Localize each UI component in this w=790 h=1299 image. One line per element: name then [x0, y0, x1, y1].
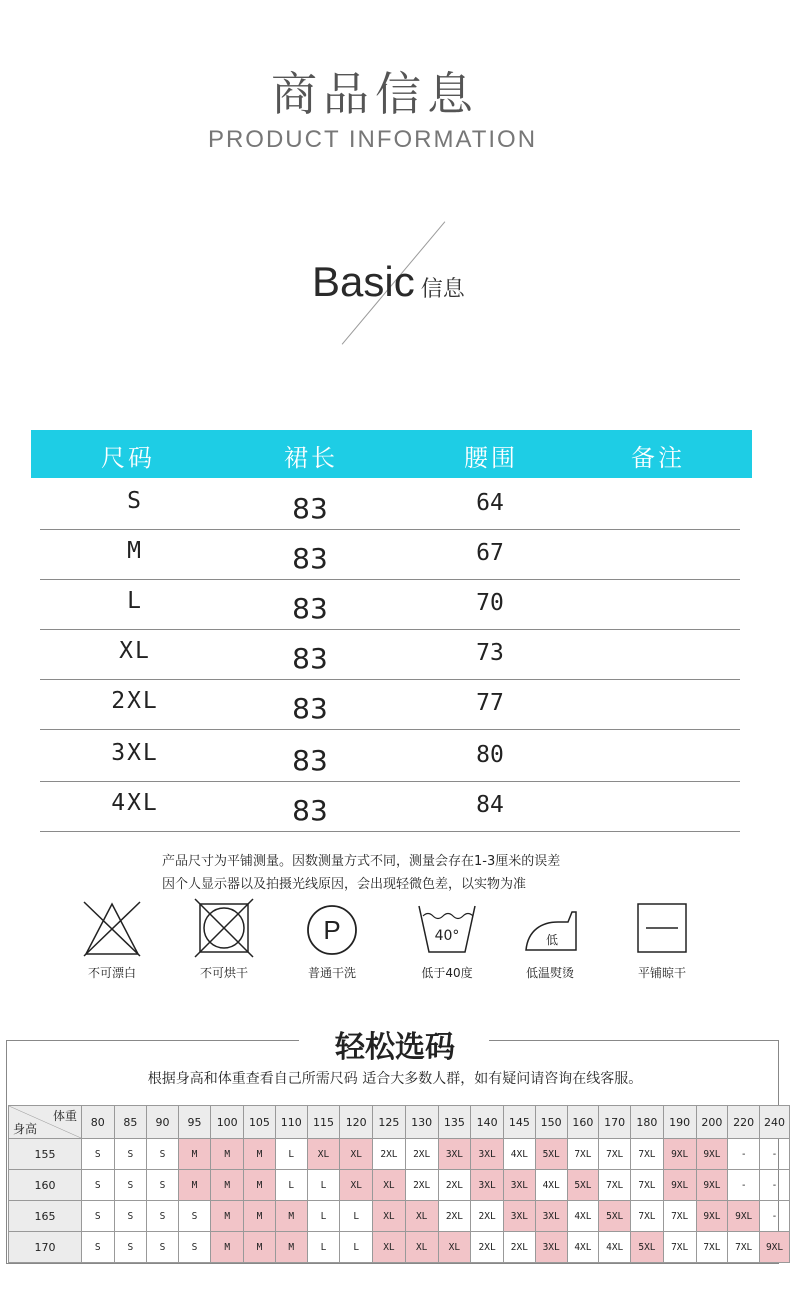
size-guide-cell: - — [760, 1170, 790, 1201]
col-length: 裙长 — [284, 444, 338, 472]
size-guide-cell: 2XL — [405, 1139, 438, 1170]
height-cell: 155 — [9, 1139, 82, 1170]
size-guide-cell: 9XL — [696, 1170, 728, 1201]
size-guide-cell: S — [114, 1201, 147, 1232]
weight-header-cell: 190 — [663, 1106, 696, 1139]
size-guide-cell: 3XL — [471, 1139, 504, 1170]
height-row — [9, 1139, 790, 1170]
weight-header-cell: 85 — [114, 1106, 147, 1139]
corner-weight: 体重 — [52, 1109, 77, 1123]
weight-header-cell: 200 — [696, 1106, 728, 1139]
size-guide-cell: - — [728, 1170, 760, 1201]
weight-header-cell: 120 — [340, 1106, 373, 1139]
size-guide-cell: 7XL — [728, 1232, 760, 1263]
length-cell: 83 — [292, 542, 328, 575]
size-guide-cell: S — [147, 1201, 179, 1232]
size-row — [40, 628, 740, 680]
size-guide-cell: L — [307, 1201, 340, 1232]
care-no-bleach — [62, 900, 162, 981]
size-guide-cell: 7XL — [663, 1201, 696, 1232]
waist-cell: 77 — [476, 690, 504, 716]
weight-header-cell: 150 — [535, 1106, 567, 1139]
weight-header-cell: 135 — [438, 1106, 471, 1139]
size-guide-cell: S — [178, 1201, 211, 1232]
size-guide-cell: M — [178, 1139, 211, 1170]
weight-header-cell: 100 — [211, 1106, 244, 1139]
weight-header-cell: 140 — [471, 1106, 504, 1139]
waist-cell: 67 — [476, 540, 504, 566]
size-guide-cell: S — [82, 1170, 115, 1201]
weight-header-cell: 90 — [147, 1106, 179, 1139]
size-guide-cell: S — [82, 1232, 115, 1263]
size-guide-cell: M — [211, 1201, 244, 1232]
size-guide-cell: 2XL — [471, 1232, 504, 1263]
size-guide-title: 轻松选码 — [335, 1030, 455, 1065]
size-guide-cell: S — [114, 1170, 147, 1201]
size-guide-cell: XL — [373, 1170, 406, 1201]
size-guide-cell: L — [275, 1139, 307, 1170]
size-guide-cell: M — [211, 1232, 244, 1263]
weight-header-cell: 105 — [244, 1106, 276, 1139]
height-row — [9, 1232, 790, 1263]
note-line: 产品尺寸为平铺测量。因数测量方式不同，测量会存在1-3厘米的误差 — [162, 854, 561, 869]
height-row — [9, 1170, 790, 1201]
size-guide-cell: 3XL — [535, 1232, 567, 1263]
height-row — [9, 1201, 790, 1232]
size-guide-cell: L — [307, 1232, 340, 1263]
size-row — [40, 678, 740, 730]
size-guide-cell: 7XL — [663, 1232, 696, 1263]
size-guide-cell: 7XL — [696, 1232, 728, 1263]
size-guide-cell: S — [82, 1139, 115, 1170]
size-guide-cell: 3XL — [504, 1170, 536, 1201]
size-guide-cell: 7XL — [567, 1139, 599, 1170]
page-subtitle: PRODUCT INFORMATION — [207, 126, 538, 153]
size-guide-cell: - — [728, 1139, 760, 1170]
weight-header-cell: 130 — [405, 1106, 438, 1139]
height-cell: 165 — [9, 1201, 82, 1232]
no-bleach-icon — [82, 900, 142, 958]
care-no-tumble-dry — [174, 898, 274, 981]
waist-cell: 84 — [476, 792, 504, 818]
size-guide-cell: M — [275, 1201, 307, 1232]
note-line: 因个人显示器以及拍摄光线原因，会出现轻微色差，以实物为准 — [162, 877, 527, 892]
size-guide-cell: M — [211, 1139, 244, 1170]
size-guide-cell: M — [244, 1232, 276, 1263]
size-table-header — [31, 430, 752, 478]
weight-header-cell: 180 — [631, 1106, 664, 1139]
weight-header-cell: 80 — [82, 1106, 115, 1139]
size-guide-cell: S — [147, 1139, 179, 1170]
size-cell: L — [127, 588, 143, 614]
waist-cell: 64 — [476, 490, 504, 516]
svg-text:40°: 40° — [434, 928, 460, 944]
size-guide-cell: M — [244, 1170, 276, 1201]
size-guide-cell: XL — [340, 1139, 373, 1170]
weight-header-cell: 110 — [275, 1106, 307, 1139]
size-cell: 2XL — [111, 688, 159, 714]
size-guide-table — [8, 1105, 790, 1263]
length-cell: 83 — [292, 492, 328, 525]
weight-header-cell: 220 — [728, 1106, 760, 1139]
size-guide-cell: S — [114, 1139, 147, 1170]
size-guide-cell: M — [211, 1170, 244, 1201]
weight-header-cell: 115 — [307, 1106, 340, 1139]
care-label: 低于40度 — [421, 966, 473, 980]
col-note: 备注 — [631, 444, 685, 472]
weight-header-row — [9, 1106, 790, 1139]
care-dry-clean — [282, 902, 382, 981]
size-guide-cell: XL — [373, 1232, 406, 1263]
care-iron-low — [500, 902, 600, 981]
dry-clean-p-icon — [304, 902, 360, 958]
size-guide-cell: 9XL — [663, 1170, 696, 1201]
size-guide-cell: S — [147, 1232, 179, 1263]
care-label: 平铺晾干 — [637, 966, 686, 980]
size-guide-cell: L — [307, 1170, 340, 1201]
svg-text:低: 低 — [545, 933, 559, 947]
care-dry-flat — [612, 900, 712, 981]
length-cell: 83 — [292, 794, 328, 827]
length-cell: 83 — [292, 744, 328, 777]
size-guide-cell: S — [82, 1201, 115, 1232]
size-guide-cell: - — [760, 1139, 790, 1170]
size-guide-cell: 3XL — [504, 1201, 536, 1232]
size-guide-cell: 7XL — [631, 1139, 664, 1170]
size-guide-cell: 9XL — [728, 1201, 760, 1232]
size-guide-cell: 4XL — [567, 1232, 599, 1263]
size-guide-cell: 9XL — [663, 1139, 696, 1170]
size-row — [40, 528, 740, 580]
no-tumble-dry-icon — [194, 898, 254, 958]
col-waist: 腰围 — [464, 444, 518, 472]
length-cell: 83 — [292, 592, 328, 625]
size-guide-cell: 3XL — [535, 1201, 567, 1232]
size-guide-cell: XL — [307, 1139, 340, 1170]
size-guide-cell: 4XL — [535, 1170, 567, 1201]
height-cell: 160 — [9, 1170, 82, 1201]
length-cell: 83 — [292, 692, 328, 725]
size-guide-cell: S — [147, 1170, 179, 1201]
size-cell: 3XL — [111, 740, 159, 766]
size-cell: M — [127, 538, 143, 564]
size-cell: S — [127, 488, 143, 514]
size-row — [40, 780, 740, 832]
size-guide-cell: 5XL — [631, 1232, 664, 1263]
size-guide-cell: 5XL — [535, 1139, 567, 1170]
corner-cell — [9, 1106, 82, 1139]
size-guide-cell: M — [178, 1170, 211, 1201]
care-wash-40 — [397, 900, 497, 981]
care-label: 低温熨烫 — [525, 966, 574, 980]
size-row — [40, 478, 740, 530]
size-guide-cell: M — [244, 1201, 276, 1232]
basic-subtitle: 信息 — [420, 277, 465, 302]
corner-height: 身高 — [13, 1122, 38, 1136]
size-guide-cell: 3XL — [471, 1170, 504, 1201]
col-size: 尺码 — [101, 444, 155, 472]
weight-header-cell: 145 — [504, 1106, 536, 1139]
weight-header-cell: 170 — [599, 1106, 631, 1139]
size-guide-cell: 5XL — [567, 1170, 599, 1201]
weight-header-cell: 125 — [373, 1106, 406, 1139]
size-guide-cell: M — [275, 1232, 307, 1263]
wash-40-icon — [415, 900, 479, 958]
size-guide-subtitle: 根据身高和体重查看自己所需尺码 适合大多数人群，如有疑问请咨询在线客服。 — [147, 1071, 643, 1087]
size-guide-cell: XL — [373, 1201, 406, 1232]
size-guide-cell: 2XL — [504, 1232, 536, 1263]
weight-header-cell: 95 — [178, 1106, 211, 1139]
dry-flat-icon — [632, 900, 692, 958]
size-guide-cell: 2XL — [438, 1201, 471, 1232]
waist-cell: 73 — [476, 640, 504, 666]
svg-text:P: P — [323, 915, 341, 945]
size-guide-cell: 7XL — [599, 1139, 631, 1170]
care-label: 不可烘干 — [199, 966, 248, 980]
size-guide-cell: M — [244, 1139, 276, 1170]
weight-header-cell: 240 — [760, 1106, 790, 1139]
size-cell: 4XL — [111, 790, 159, 816]
page-title: 商品信息 — [271, 67, 479, 121]
size-guide-cell: 2XL — [405, 1170, 438, 1201]
size-guide-cell: 2XL — [373, 1139, 406, 1170]
length-cell: 83 — [292, 642, 328, 675]
size-guide-cell: 4XL — [567, 1201, 599, 1232]
size-guide-cell: 9XL — [696, 1201, 728, 1232]
size-guide-cell: 7XL — [631, 1201, 664, 1232]
size-guide-cell: 7XL — [599, 1170, 631, 1201]
size-row — [40, 730, 740, 782]
size-guide-cell: L — [340, 1232, 373, 1263]
size-guide-cell: 2XL — [471, 1201, 504, 1232]
size-guide-cell: 9XL — [760, 1232, 790, 1263]
size-guide-cell: S — [178, 1232, 211, 1263]
size-row — [40, 578, 740, 630]
size-guide-cell: 7XL — [631, 1170, 664, 1201]
care-label: 不可漂白 — [87, 966, 136, 980]
size-guide-cell: - — [760, 1201, 790, 1232]
care-label: 普通干洗 — [307, 966, 356, 980]
size-guide-cell: 4XL — [599, 1232, 631, 1263]
size-guide-cell: XL — [340, 1170, 373, 1201]
size-guide-cell: 9XL — [696, 1139, 728, 1170]
size-guide-cell: 4XL — [504, 1139, 536, 1170]
waist-cell: 80 — [476, 742, 504, 768]
size-guide-cell: 2XL — [438, 1170, 471, 1201]
iron-low-icon — [518, 902, 582, 958]
size-guide-cell: XL — [438, 1232, 471, 1263]
size-guide-cell: L — [275, 1170, 307, 1201]
size-guide-cell: XL — [405, 1201, 438, 1232]
size-guide-cell: XL — [405, 1232, 438, 1263]
waist-cell: 70 — [476, 590, 504, 616]
weight-header-cell: 160 — [567, 1106, 599, 1139]
size-guide-cell: S — [114, 1232, 147, 1263]
size-guide-cell: 5XL — [599, 1201, 631, 1232]
basic-heading — [312, 258, 465, 306]
height-cell: 170 — [9, 1232, 82, 1263]
size-cell: XL — [119, 638, 151, 664]
basic-title: Basic — [312, 258, 415, 305]
size-guide-cell: L — [340, 1201, 373, 1232]
size-guide-cell: 3XL — [438, 1139, 471, 1170]
